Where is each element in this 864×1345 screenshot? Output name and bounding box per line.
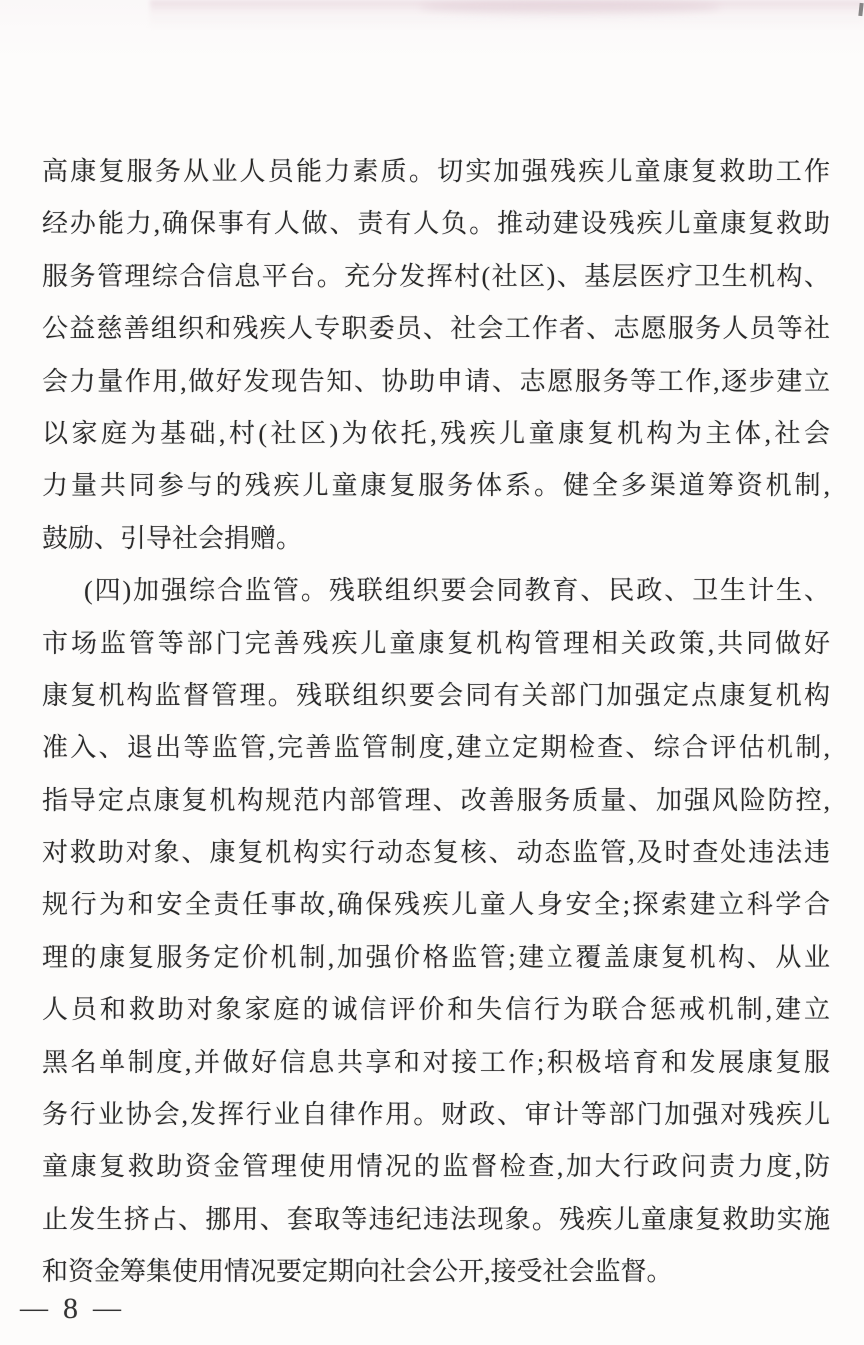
- footer-dash-left: —: [20, 1293, 48, 1324]
- text-line: 规行为和安全责任事故,确保残疾儿童人身安全;探索建立科学合: [42, 890, 830, 920]
- footer-dash-right: —: [93, 1293, 121, 1324]
- text-line: 会力量作用,做好发现告知、协助申请、志愿服务等工作,逐步建立: [42, 366, 830, 396]
- text-line: 务行业协会,发挥行业自律作用。财政、审计等部门加强对残疾儿: [42, 1100, 830, 1130]
- text-line: 对救助对象、康复机构实行动态复核、动态监管,及时查处违法违: [42, 838, 830, 868]
- text-line: 理的康复服务定价机制,加强价格监管;建立覆盖康复机构、从业: [42, 942, 830, 972]
- text-line: 力量共同参与的残疾儿童康复服务体系。健全多渠道筹资机制,: [42, 471, 830, 501]
- text-line: 黑名单制度,并做好信息共享和对接工作;积极培育和发展康复服: [42, 1047, 830, 1077]
- text-line: 市场监管等部门完善残疾儿童康复机构管理相关政策,共同做好: [42, 628, 830, 658]
- text-line paragraph-start: (四)加强综合监管。残联组织要会同教育、民政、卫生计生、: [84, 576, 830, 606]
- text-line: 童康复救助资金管理使用情况的监督检查,加大行政问责力度,防: [42, 1152, 830, 1182]
- document-body: [42, 146, 830, 1299]
- page-number-footer: [20, 1292, 121, 1326]
- scan-artifact-top-smudge-2: [420, 0, 720, 14]
- text-line: 公益慈善组织和残疾人专职委员、社会工作者、志愿服务人员等社: [42, 314, 830, 344]
- text-line: 经办能力,确保事有人做、责有人负。推动建设残疾儿童康复救助: [42, 209, 830, 239]
- text-line: 人员和救助对象家庭的诚信评价和失信行为联合惩戒机制,建立: [42, 995, 830, 1025]
- text-line: 准入、退出等监管,完善监管制度,建立定期检查、综合评估机制,: [42, 733, 830, 763]
- text-line: 服务管理综合信息平台。充分发挥村(社区)、基层医疗卫生机构、: [42, 261, 830, 291]
- scan-artifact-top-smudge: [150, 0, 864, 30]
- text-line: 高康复服务从业人员能力素质。切实加强残疾儿童康复救助工作: [42, 157, 830, 186]
- text-line: 以家庭为基础,村(社区)为依托,残疾儿童康复机构为主体,社会: [42, 418, 830, 448]
- scan-artifact-corner-tick: [858, 3, 863, 16]
- text-line paragraph-end: 鼓励、引导社会捐赠。: [42, 523, 303, 553]
- text-line paragraph-end: 和资金筹集使用情况要定期向社会公开,接受社会监督。: [42, 1257, 673, 1287]
- text-line: 止发生挤占、挪用、套取等违纪违法现象。残疾儿童康复救助实施: [42, 1204, 830, 1234]
- text-line: 康复机构监督管理。残联组织要会同有关部门加强定点康复机构: [42, 680, 830, 710]
- footer-page-number: 8: [63, 1292, 78, 1325]
- text-line: 指导定点康复机构规范内部管理、改善服务质量、加强风险防控,: [42, 785, 830, 815]
